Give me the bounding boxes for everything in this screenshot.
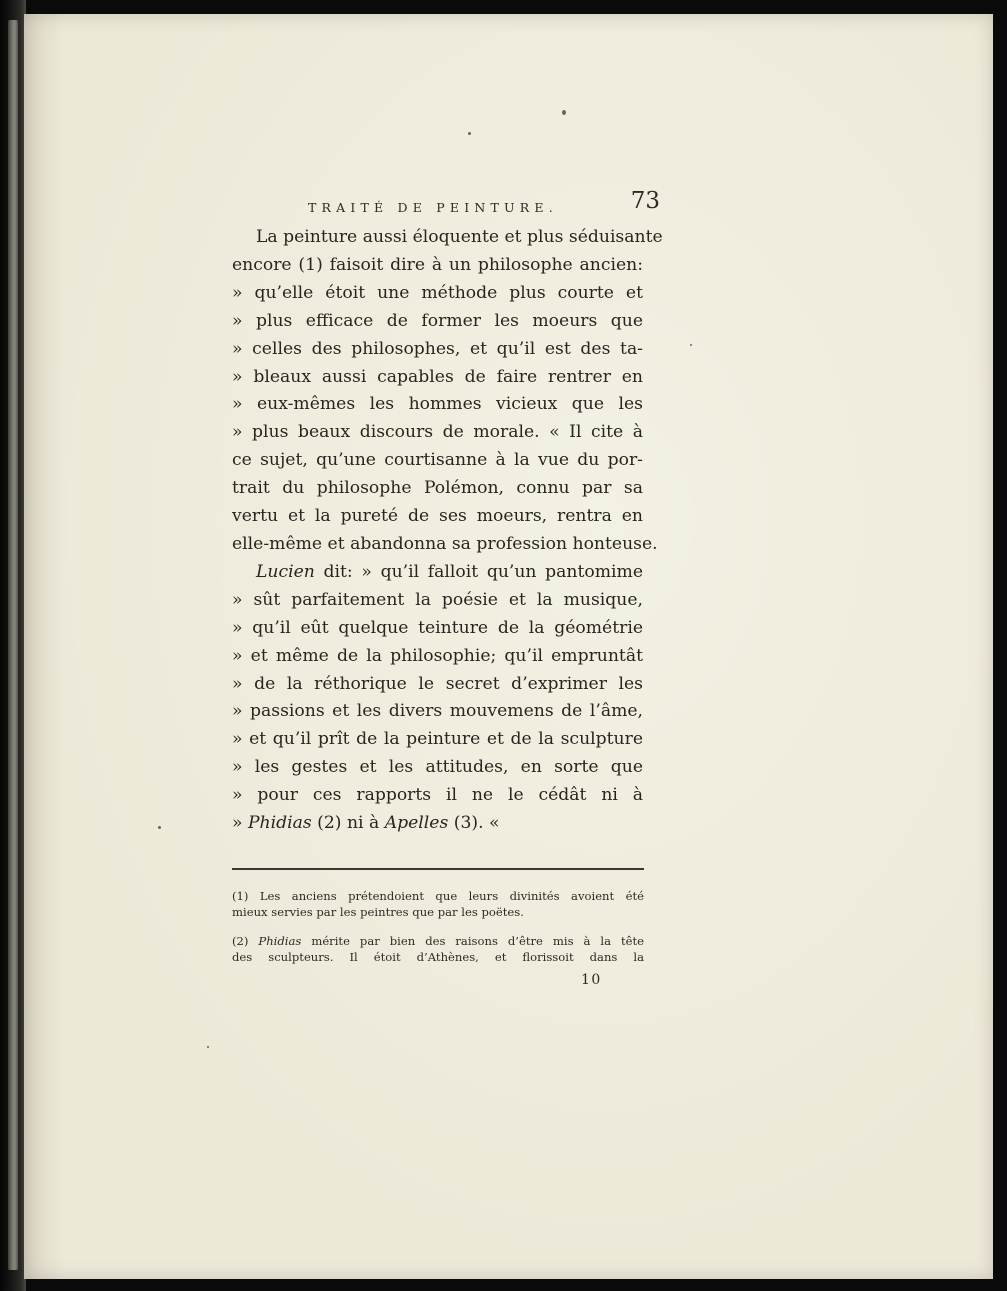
paper-speck (468, 132, 471, 135)
text-line: » de la réthorique le secret d’exprimer les (232, 673, 643, 694)
paper-speck (207, 1046, 209, 1048)
running-title: TRAITÉ DE PEINTURE. (308, 200, 558, 215)
text-run: (2) ni à (311, 813, 385, 834)
text-line: » qu’elle étoit une méthode plus courte et (232, 282, 643, 303)
text-line: » les gestes et les attitudes, en sorte que (232, 757, 643, 778)
text-run: » (232, 813, 248, 834)
author-name: Lucien (256, 561, 315, 582)
text-run: (3). « (448, 813, 500, 834)
text-line: » plus efficace de former les moeurs que (232, 310, 643, 331)
footnote-line: (1) Les anciens prétendoient que leurs divinités avoient été (232, 889, 644, 903)
footnote-line: des sculpteurs. Il étoit d’Athènes, et florissoit dans la (232, 949, 644, 964)
footnote-line: mieux servies par les peintres que par les poëtes. (232, 904, 524, 919)
text-line (232, 810, 643, 838)
text-run: mérite par bien des raisons d’être mis à la tête (301, 934, 644, 948)
text-line (232, 559, 643, 587)
page-number: 73 (630, 188, 660, 214)
text-line: » eux-mêmes les hommes vicieux que les (232, 394, 643, 415)
paragraph-2 (232, 559, 643, 838)
text-line: vertu et la pureté de ses moeurs, rentra en (232, 506, 643, 527)
text-line: » bleaux aussi capables de faire rentrer en (232, 366, 643, 387)
text-line: elle-même et abandonna sa profession honteuse. (232, 533, 658, 554)
artist-name: Phidias (247, 813, 312, 834)
footnote-gap (232, 920, 644, 934)
footnote-line (232, 934, 644, 950)
text-line: trait du philosophe Polémon, connu par sa (232, 478, 643, 499)
book-spine (0, 0, 26, 1291)
text-line: » passions et les divers mouvemens de l’âme, (232, 701, 643, 722)
footnote-2 (232, 934, 644, 965)
text-line: ce sujet, qu’une courtisanne à la vue du por- (232, 450, 643, 471)
text-line: La peinture aussi éloquente et plus séduisante (256, 227, 663, 247)
text-line: » sût parfaitement la poésie et la musique, (232, 589, 643, 610)
main-text (232, 224, 663, 838)
paper-speck (158, 826, 161, 829)
artist-name: Apelles (384, 813, 449, 834)
text-line: » plus beaux discours de morale. « Il cite à (232, 422, 643, 443)
paragraph-1 (232, 224, 663, 559)
text-run: (2) (232, 934, 259, 948)
footnote-rule (232, 868, 644, 870)
text-line: » et même de la philosophie; qu’il empruntât (232, 645, 643, 666)
text-line: » et qu’il prît de la peinture et de la sculpture (232, 729, 643, 750)
text-line: » qu’il eût quelque teinture de la géométrie (232, 617, 643, 638)
text-run: dit: » qu’il falloit qu’un pantomime (314, 561, 643, 582)
text-line: encore (1) faisoit dire à un philosophe ancien: (232, 254, 643, 275)
footnote-1 (232, 889, 644, 920)
page-header (308, 188, 660, 228)
paper-speck (562, 110, 566, 115)
page-edges (8, 20, 18, 1270)
text-line: » celles des philosophes, et qu’il est des ta- (232, 338, 643, 359)
paper-speck (690, 344, 692, 346)
footnotes (232, 889, 644, 965)
signature-mark: 10 (581, 972, 602, 988)
artist-name: Phidias (258, 934, 302, 948)
text-line: » pour ces rapports il ne le cédât ni à (232, 785, 643, 806)
